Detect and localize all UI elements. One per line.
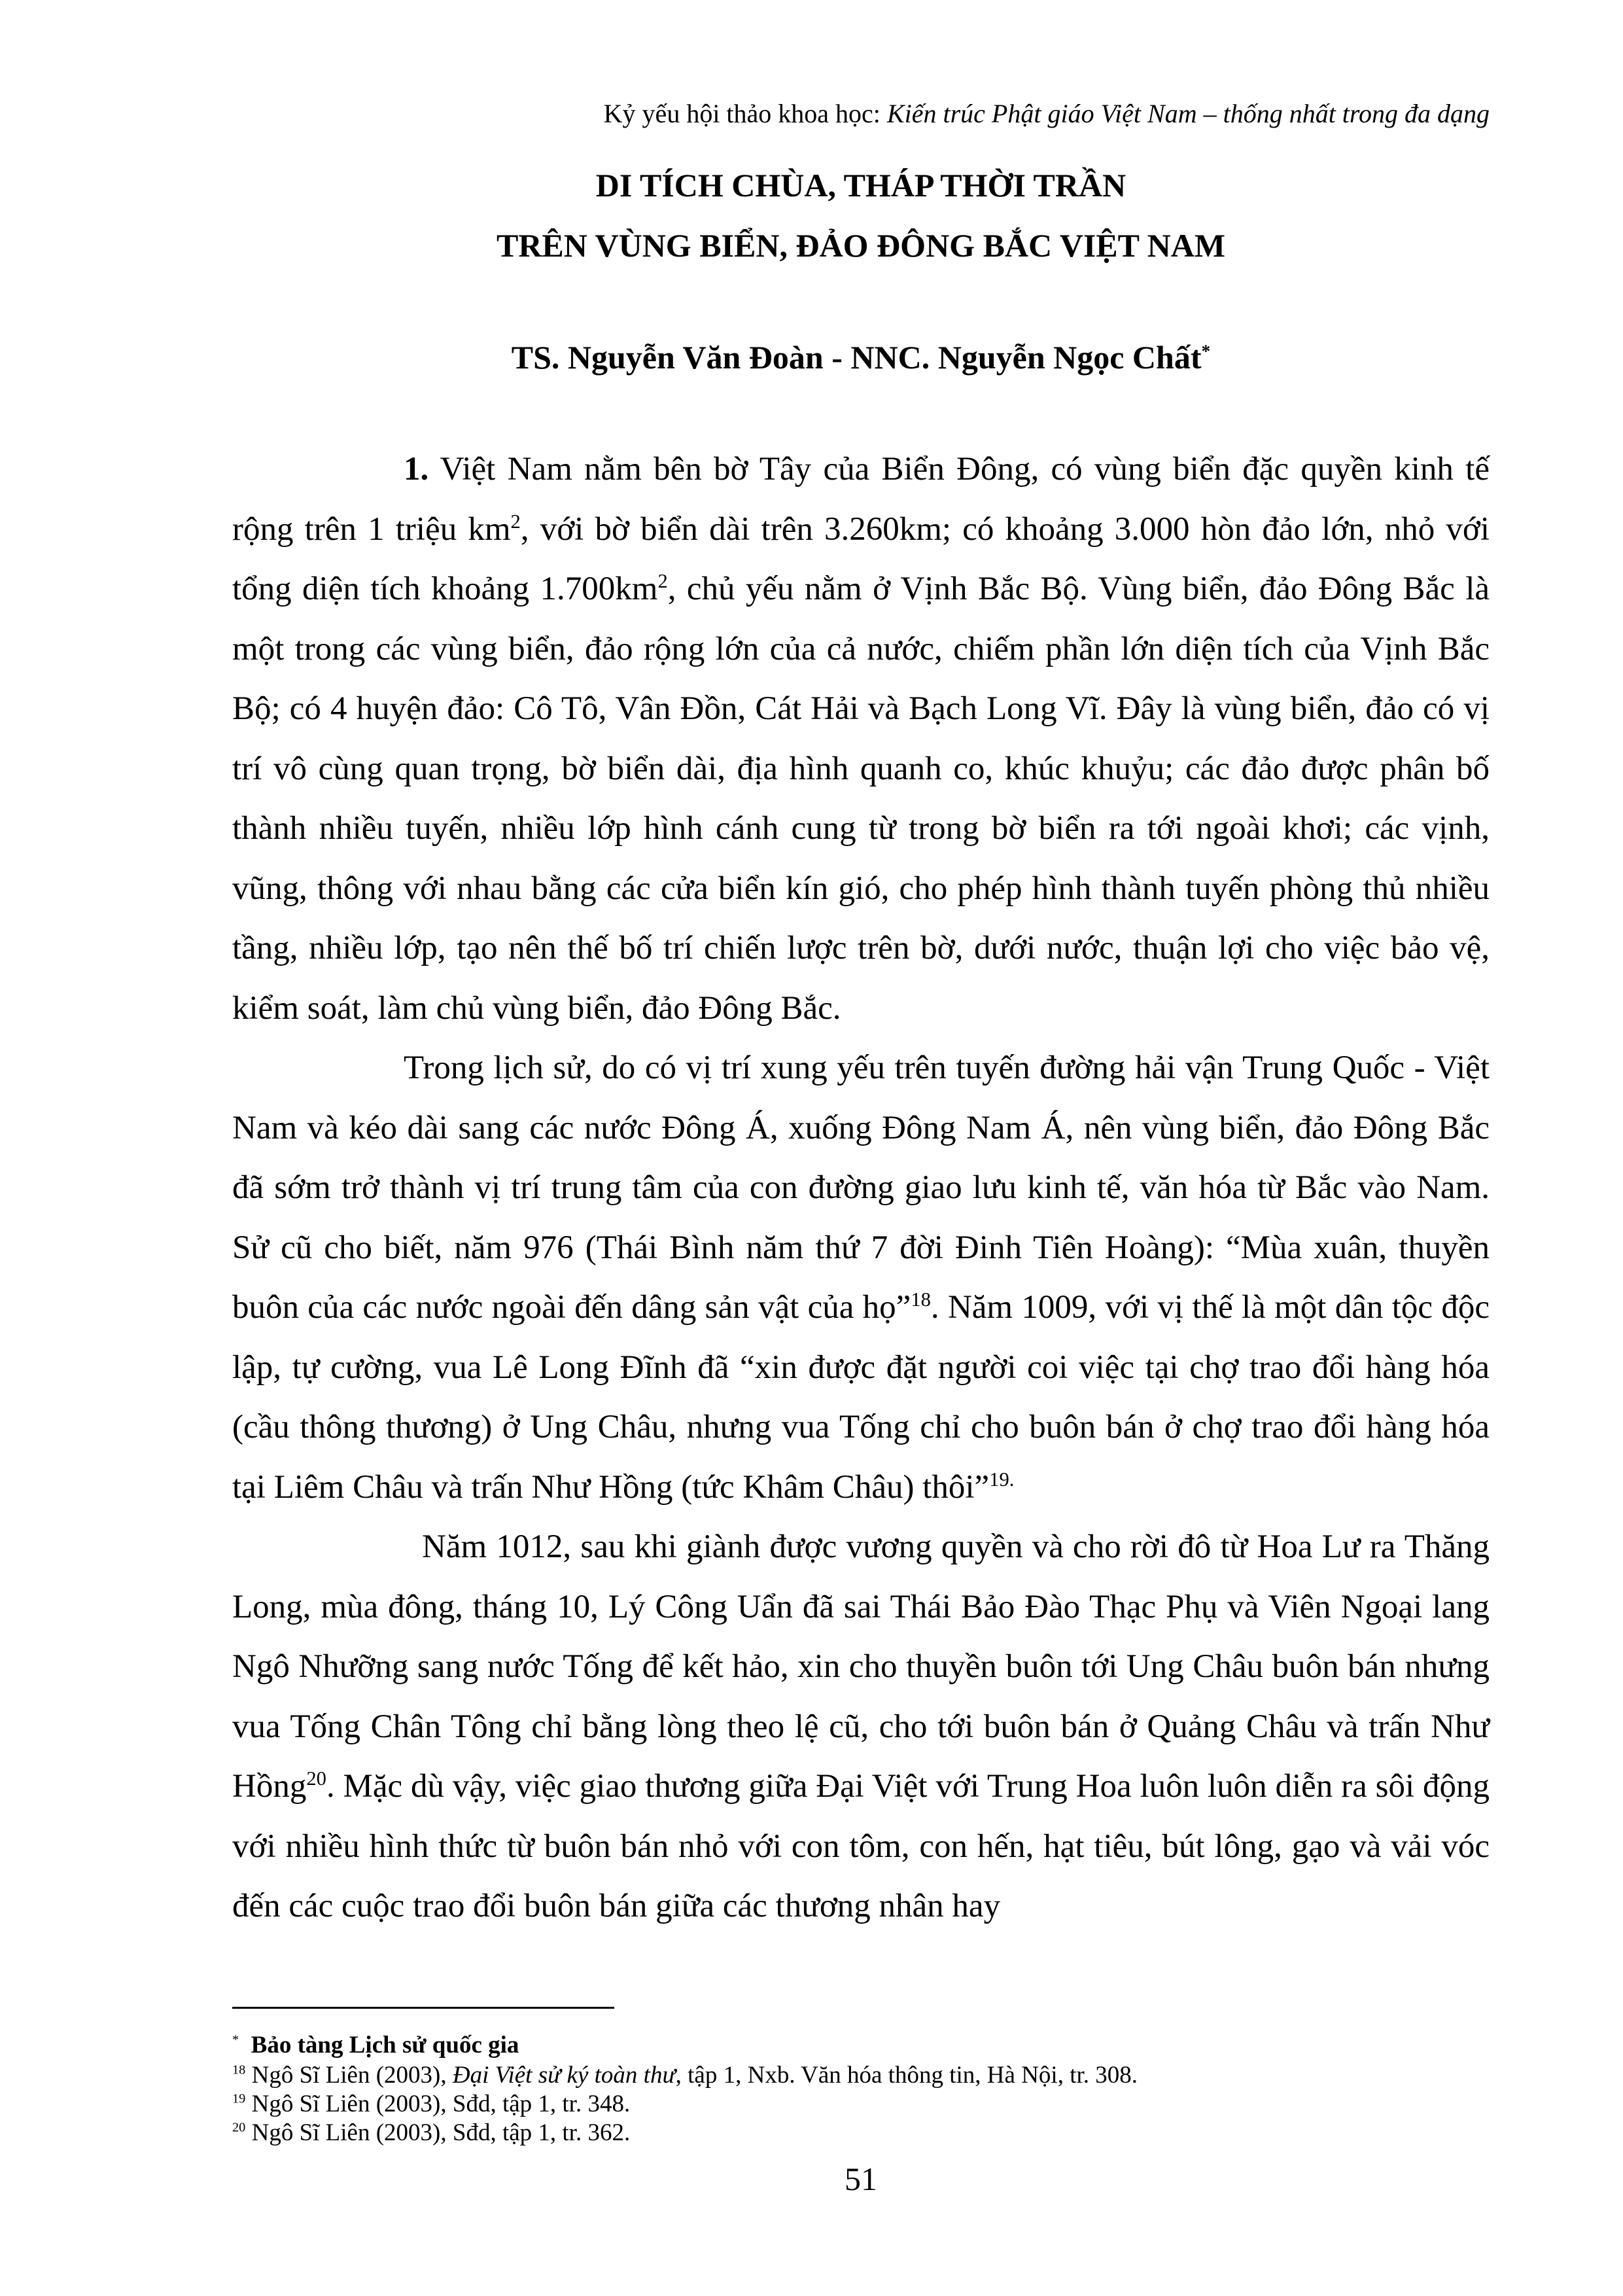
footnote-19 [232, 2090, 1490, 2119]
paragraph-3 [232, 1517, 1490, 1937]
running-header [604, 97, 1490, 131]
paragraph-2 [232, 1038, 1490, 1517]
footnote-text-before: Ngô Sĩ Liên (2003), [251, 2062, 453, 2089]
paragraph-text: . Mặc dù vậy, việc giao thương giữa Đại Việt với Trung Hoa luôn luôn diễn ra sôi động với nhiều hình thức từ buôn bán nhỏ với con tôm, con hến, hạt tiêu, bút lông, gạo và vải vóc đến các cuộc trao đổi buôn bán giữa các thương nhân hay [232, 1768, 1490, 1924]
authors-names: TS. Nguyễn Văn Đoàn - NNC. Nguyễn Ngọc Chất [511, 339, 1202, 376]
footnote-reference: 18 [911, 1288, 931, 1311]
paragraph-text: Trong lịch sử, do có vị trí xung yếu trên tuyến đường hải vận Trung Quốc - Việt Nam và kéo dài sang các nước Đông Á, xuống Đông Nam Á, nên vùng biển, đảo Đông Bắc đã sớm trở thành vị trí trung tâm của con đường giao lưu kinh tế, văn hóa từ Bắc vào Nam. Sử cũ cho biết, năm 976 (Thái Bình năm thứ 7 đời Đinh Tiên Hoàng): “Mùa xuân, thuyền buôn của các nước ngoài đến dâng sản vật của họ” [232, 1050, 1490, 1326]
paragraph-1 [232, 440, 1490, 1038]
article-title-line-1: DI TÍCH CHÙA, THÁP THỜI TRẦN [595, 167, 1126, 203]
footnote-reference: 2 [657, 570, 668, 592]
footnote-text-after: , tập 1, Nxb. Văn hóa thông tin, Hà Nội, tr. 308. [675, 2062, 1138, 2089]
footnote-mark: * [232, 2032, 239, 2047]
paragraph-text: , chủ yếu nằm ở Vịnh Bắc Bộ. Vùng biển, đảo Đông Bắc là một trong các vùng biển, đảo rộng lớn của cả nước, chiếm phần lớn diện tích của Vịnh Bắc Bộ; có 4 huyện đảo: Cô Tô, Vân Đồn, Cát Hải và Bạch Long Vĩ. Đây là vùng biển, đảo có vị trí vô cùng quan trọng, bờ biển dài, địa hình quanh co, khúc khuỷu; các đảo được phân bố thành nhiều tuyến, nhiều lớp hình cánh cung từ trong bờ biển ra tới ngoài khơi; các vịnh, vũng, thông với nhau bằng các cửa biển kín gió, cho phép hình thành tuyến phòng thủ nhiều tầng, nhiều lớp, tạo nên thế bố trí chiến lược trên bờ, dưới nước, thuận lợi cho việc bảo vệ, kiểm soát, làm chủ vùng biển, đảo Đông Bắc. [232, 571, 1490, 1027]
paragraph-text: Việt Nam nằm bên bờ Tây của Biển Đông, có vùng biển đặc quyền kinh tế rộng trên 1 triệu km [232, 451, 1490, 548]
footnote-text: Ngô Sĩ Liên (2003), Sđd, tập 1, tr. 348. [251, 2091, 631, 2117]
paragraph-text: . Năm 1009, với vị thế là một dân tộc độc lập, tự cường, vua Lê Long Đĩnh đã “xin được đặt người coi việc tại chợ trao đổi hàng hóa (cầu thông thương) ở Ung Châu, nhưng vua Tống chỉ cho buôn bán ở chợ trao đổi hàng hóa tại Liêm Châu và trấn Như Hồng (tức Khâm Châu) thôi” [232, 1289, 1490, 1506]
footnote-mark: 20 [232, 2120, 246, 2135]
footnote-mark: 18 [232, 2062, 246, 2077]
page-number: 51 [845, 2161, 877, 2197]
footnote-separator [232, 2007, 614, 2009]
authors-line [232, 338, 1490, 377]
article-title-line-2: TRÊN VÙNG BIỂN, ĐẢO ĐÔNG BẮC VIỆT NAM [496, 227, 1226, 264]
paragraph-text: Năm 1012, sau khi giành được vương quyền và cho rời đô từ Hoa Lư ra Thăng Long, mùa đông, tháng 10, Lý Công Uẩn đã sai Thái Bảo Đào Thạc Phụ và Viên Ngoại lang Ngô Nhưỡng sang nước Tống để kết hảo, xin cho thuyền buôn tới Ung Châu buôn bán nhưng vua Tống Chân Tông chỉ bằng lòng theo lệ cũ, cho tới buôn bán ở Quảng Châu và trấn Như Hồng [232, 1528, 1490, 1805]
paragraph-text: , với bờ biển dài trên 3.260km; có khoảng 3.000 hòn đảo lớn, nhỏ với tổng diện tích khoảng 1.700km [232, 510, 1490, 607]
section-number: 1. [404, 451, 429, 487]
footnote-text: Bảo tàng Lịch sử quốc gia [251, 2032, 519, 2058]
footnote-mark: 19 [232, 2091, 246, 2106]
footnote-affiliation [232, 2031, 1490, 2060]
running-header-plain: Kỷ yếu hội thảo khoa học: [603, 99, 887, 128]
footnote-18 [232, 2061, 1490, 2090]
footnote-text: Ngô Sĩ Liên (2003), Sđd, tập 1, tr. 362. [251, 2119, 631, 2146]
body-text [232, 440, 1490, 1937]
footnote-reference: 2 [510, 510, 521, 533]
footnote-book-title: Đại Việt sử ký toàn thư [452, 2062, 676, 2089]
footnote-reference: 19. [989, 1468, 1015, 1491]
author-footnote-mark: * [1201, 340, 1211, 361]
running-header-italic: Kiến trúc Phật giáo Việt Nam – thống nhất trong đa dạng [886, 99, 1490, 128]
footnote-reference: 20 [306, 1767, 326, 1790]
footnote-20 [232, 2119, 1490, 2147]
